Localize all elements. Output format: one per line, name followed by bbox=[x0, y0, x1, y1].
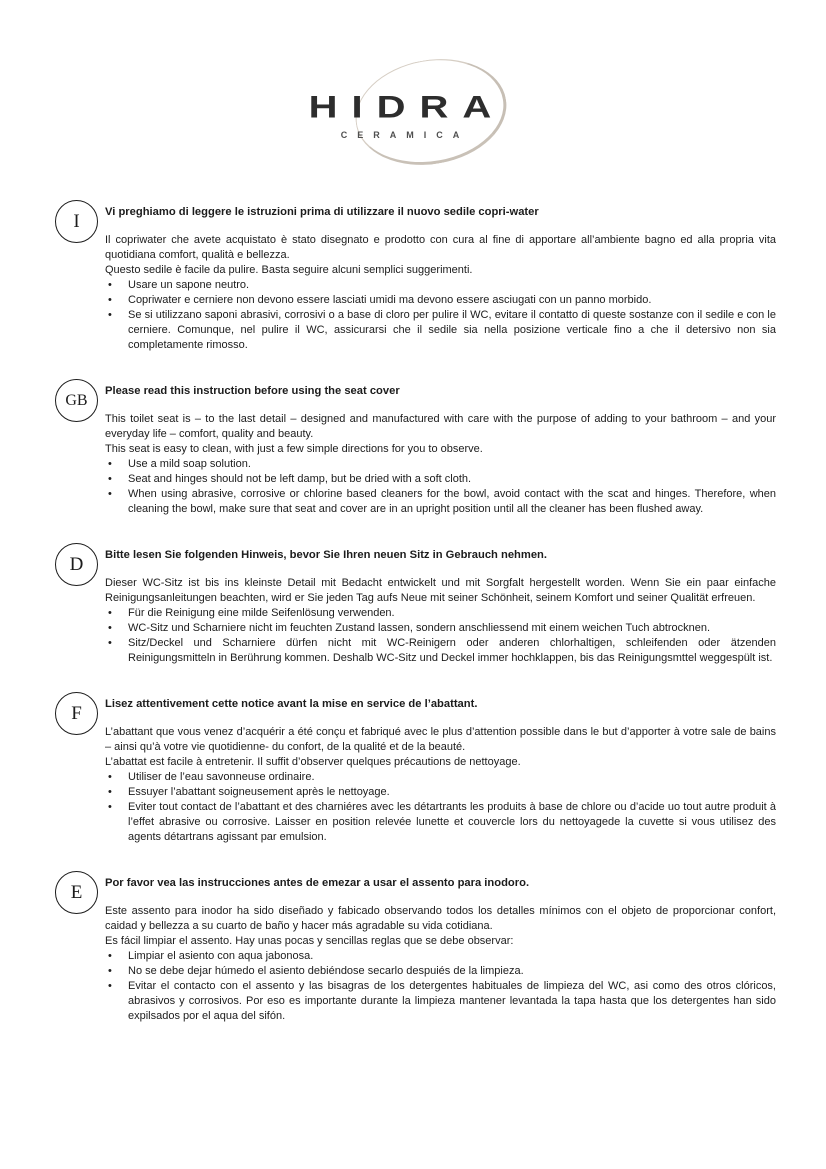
language-badge bbox=[55, 379, 98, 422]
bullet-list bbox=[105, 278, 776, 353]
section-paragraph: This seat is easy to clean, with just a few simple directions for you to observe. bbox=[105, 443, 483, 455]
language-badge bbox=[55, 871, 98, 914]
bullet-item: • No se debe dejar húmedo el asiento debiéndose secarlo despuiés de la limpieza. bbox=[105, 964, 776, 979]
bullet-item: • Usare un sapone neutro. bbox=[105, 278, 776, 293]
language-code: D bbox=[69, 553, 84, 575]
bullet-item: • Eviter tout contact de l’abattant et des charniéres avec les détartrants les produits à base de chlore ou d’acide uo tout autre produit à l’effet abrasive ou corrosive. Laisser en position relevée lunette et couvercle lors du nettoyagede la cuvette si vous utilisez des agents détartrans agissant par emulsion. bbox=[105, 800, 776, 845]
bullet-list bbox=[105, 770, 776, 845]
bullet-item: • Limpiar el asiento con aqua jabonosa. bbox=[105, 949, 776, 964]
bullet-item: • Evitar el contacto con el assento y las bisagras de los detergentes habituales de limpieza del WC, asi como des otros clóricos, abrasivos y corrosivos. Por eso es importante durante la limpieza mantener levantada la tapa hasta que los detergentes han sido expilsados por el aqua del sifón. bbox=[105, 979, 776, 1024]
section-paragraph: This toilet seat is – to the last detail – designed and manufactured with care with the purpose of adding to your bathroom – and your everyday life – comfort, quality and beauty. bbox=[105, 413, 776, 440]
bullet-list bbox=[105, 457, 776, 517]
language-section bbox=[73, 205, 776, 353]
bullet-item: • Copriwater e cerniere non devono essere lasciati umidi ma devono essere asciugati con un panno morbido. bbox=[105, 293, 776, 308]
bullet-item: • Use a mild soap solution. bbox=[105, 457, 776, 472]
language-code: E bbox=[70, 881, 83, 903]
section-paragraphs bbox=[105, 904, 776, 949]
section-paragraphs bbox=[105, 412, 776, 457]
section-heading: Vi preghiamo di leggere le istruzioni prima di utilizzare il nuovo sedile copri-water bbox=[105, 206, 539, 218]
brand-logo: HIDRA bbox=[308, 90, 506, 125]
language-section bbox=[70, 876, 776, 1024]
section-heading: Por favor vea las instrucciones antes de emezar a usar el assento para inodoro. bbox=[105, 877, 530, 889]
language-section bbox=[65, 384, 776, 517]
section-paragraph: Es fácil limpiar el assento. Hay unas pocas y sencillas reglas que se debe observar: bbox=[105, 935, 514, 947]
language-section bbox=[69, 548, 776, 666]
section-paragraph: Il copriwater che avete acquistato è stato disegnato e prodotto con cura al fine di apportare all’ambiente bagno ed alla propria vita quotidiana comfort, qualità e bellezza. bbox=[105, 234, 776, 261]
language-badge bbox=[55, 543, 98, 586]
section-heading: Lisez attentivement cette notice avant la mise en service de l’abattant. bbox=[105, 698, 478, 710]
bullet-item: • Essuyer l’abattant soigneusement après le nettoyage. bbox=[105, 785, 776, 800]
language-code: GB bbox=[65, 391, 88, 409]
section-paragraph: Questo sedile è facile da pulire. Basta seguire alcuni semplici suggerimenti. bbox=[105, 264, 473, 276]
section-paragraph: Este assento para inodor ha sido diseñado y fabicado observando todos los detalles mínimos con el objeto de proporcionar confort, caidad y bellezza a su cuarto de baño y hacer más agradable su vida cotidiana. bbox=[105, 905, 776, 932]
bullet-item: • When using abrasive, corrosive or chlorine based cleaners for the bowl, avoid contact with the scat and hinges. Therefore, when cleaning the bowl, make sure that seat and cover are in an upright position until all the cleaner has been flushed away. bbox=[105, 487, 776, 517]
section-paragraphs bbox=[105, 576, 776, 606]
language-section bbox=[71, 697, 776, 845]
section-paragraph: L’abattat est facile à entretenir. Il suffit d’observer quelques précautions de nettoyage. bbox=[105, 756, 521, 768]
brand-logo-subtitle: CERAMICA bbox=[340, 130, 470, 140]
bullet-item: • Sitz/Deckel und Scharniere dürfen nicht mit WC-Reinigern oder anderen chlorhaltigen, schleifenden oder ätzenden Reinigungsmitteln in Berührung kommen. Deshalb WC-Sitz und Deckel immer hochklappen, bis das Reinigungsmttel weggespült ist. bbox=[105, 636, 776, 666]
section-paragraph: L’abattant que vous venez d’acquérir a été conçu et fabriqué avec le plus d’attention possible dans le but d’apporter à votre sale de bains – ainsi qu’à votre vie quotidienne- du confort, de la qualité et de la beauté. bbox=[105, 726, 776, 753]
sections-container bbox=[65, 205, 776, 1055]
language-code: I bbox=[73, 210, 80, 232]
language-badge bbox=[55, 692, 98, 735]
section-paragraphs bbox=[105, 233, 776, 278]
bullet-list bbox=[105, 949, 776, 1024]
section-heading: Please read this instruction before using the seat cover bbox=[105, 385, 400, 397]
bullet-item: • WC-Sitz und Scharniere nicht im feuchten Zustand lassen, sondern anschliessend mit einem weichen Tuch abtrocknen. bbox=[105, 621, 776, 636]
section-paragraphs bbox=[105, 725, 776, 770]
section-paragraph: Dieser WC-Sitz ist bis ins kleinste Detail mit Bedacht entwickelt und mit Sorgfalt hergestellt worden. Wenn Sie ein paar einfache Reinigungsanleitungen beachten, wird er Sie jeden Tag aufs Neue mit seiner Schönheit, seinem Komfort und seiner Qualität erfreuen. bbox=[105, 577, 776, 604]
bullet-item: • Für die Reinigung eine milde Seifenlösung verwenden. bbox=[105, 606, 776, 621]
bullet-item: • Utiliser de l’eau savonneuse ordinaire. bbox=[105, 770, 776, 785]
bullet-list bbox=[105, 606, 776, 666]
language-code: F bbox=[71, 702, 82, 724]
bullet-item: • Se si utilizzano saponi abrasivi, corrosivi o a base di cloro per pulire il WC, evitare il contatto di queste sostanze con il sedile e con le cerniere. Comunque, nel pulire il WC, assicurarsi che il sedile sia nella posizione verticale fino a che il detersivo non sia completamente rimosso. bbox=[105, 308, 776, 353]
language-badge bbox=[55, 200, 98, 243]
section-heading: Bitte lesen Sie folgenden Hinweis, bevor Sie Ihren neuen Sitz in Gebrauch nehmen. bbox=[105, 549, 547, 561]
bullet-item: • Seat and hinges should not be left damp, but be dried with a soft cloth. bbox=[105, 472, 776, 487]
